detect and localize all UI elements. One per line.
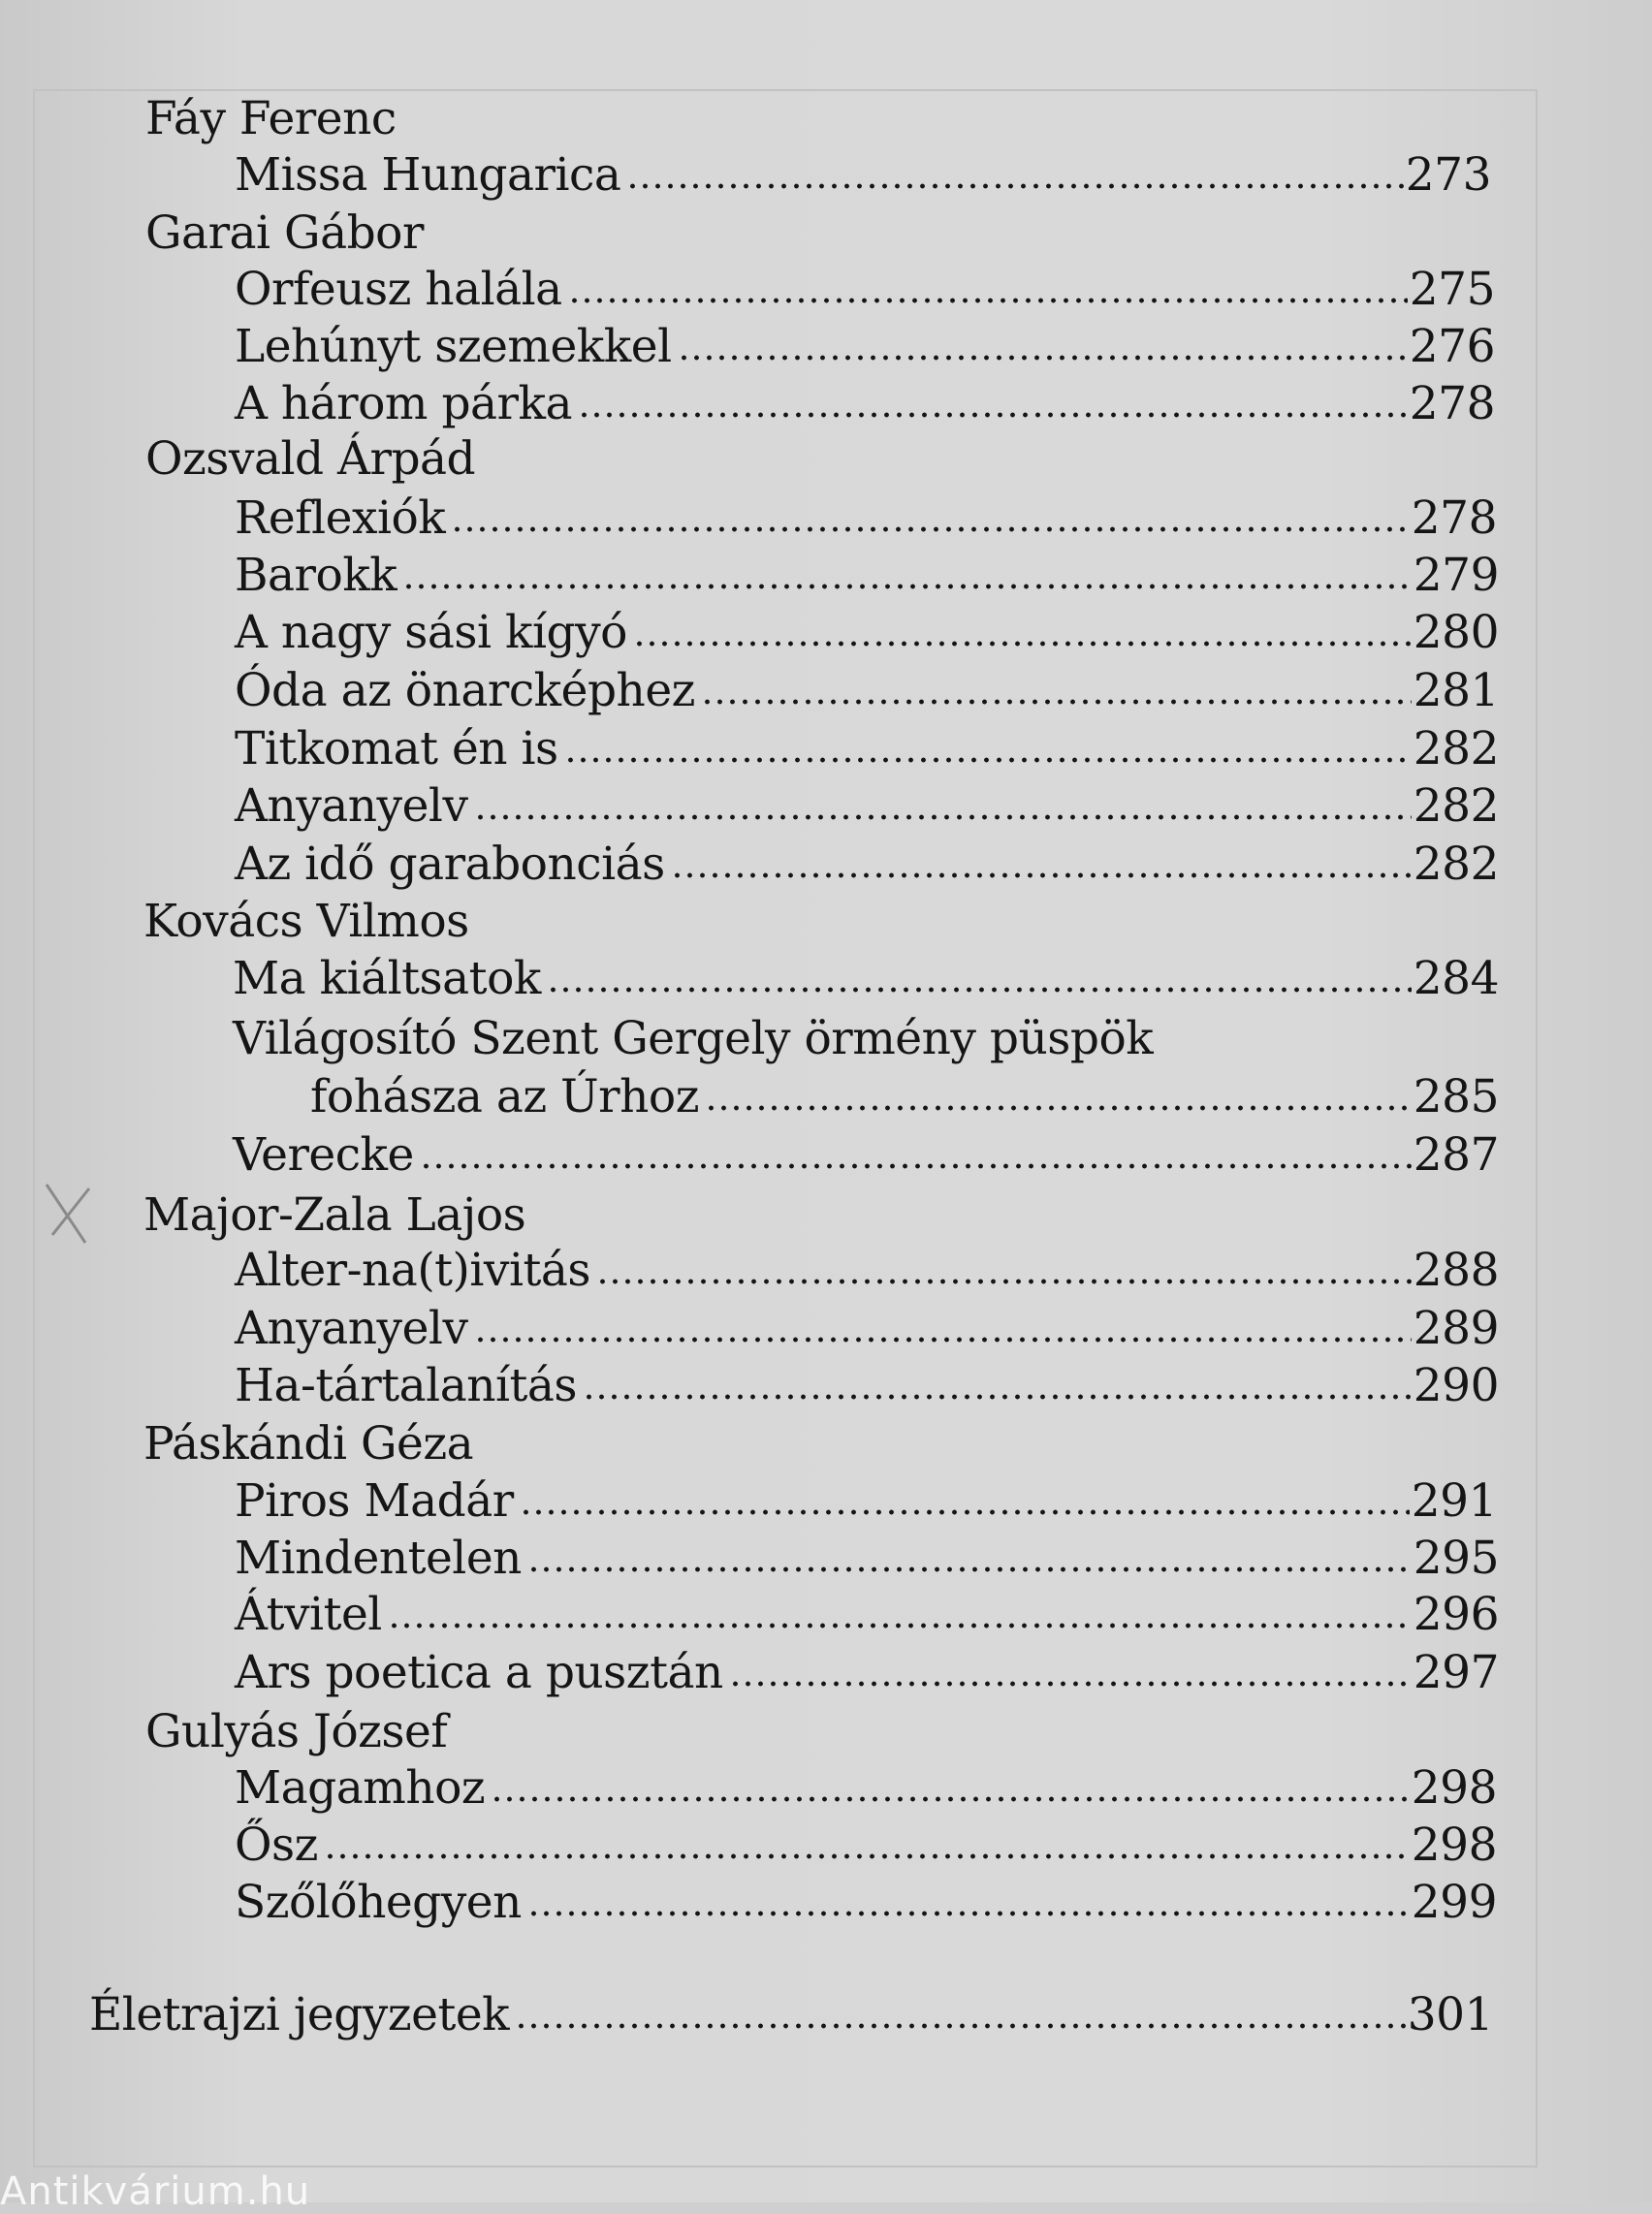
entry-page: 282 (1413, 779, 1499, 833)
entry-title: Ha-tártalanítás (235, 1359, 578, 1412)
dot-leader (701, 698, 1412, 706)
toc-entry (233, 1127, 1499, 1184)
toc-entry (235, 319, 1495, 375)
entry-title: Átvitel (235, 1588, 382, 1641)
toc-entry (235, 376, 1495, 432)
entry-title: Barokk (235, 549, 397, 602)
entry-title: Anyanyelv (235, 779, 468, 833)
entry-page: 289 (1413, 1302, 1499, 1355)
toc-entry (235, 1587, 1499, 1643)
toc-entry (235, 147, 1491, 204)
entry-title: A nagy sási kígyó (235, 606, 627, 659)
dot-leader (547, 986, 1412, 994)
entry-page: 299 (1411, 1876, 1497, 1929)
entry-title: A három párka (235, 377, 573, 430)
author-major-zala-lajos: Major-Zala Lajos (143, 1188, 526, 1242)
author-kovacs-vilmos: Kovács Vilmos (143, 895, 469, 948)
entry-title: Ars poetica a pusztán (235, 1646, 723, 1699)
appendix-page: 301 (1407, 1988, 1493, 2041)
entry-title: Magamhoz (235, 1761, 486, 1815)
entry-page: 295 (1413, 1532, 1499, 1585)
dot-leader (520, 1508, 1410, 1516)
toc-entry-appendix (89, 1987, 1493, 2043)
dot-leader (474, 813, 1412, 821)
author-paskandi-geza: Páskándi Géza (143, 1417, 474, 1471)
toc-entry (235, 1531, 1499, 1587)
entry-page: 282 (1413, 838, 1499, 891)
dot-leader (633, 640, 1412, 648)
entry-page: 287 (1413, 1128, 1499, 1182)
toc-entry (235, 1301, 1499, 1357)
toc-entry (235, 1645, 1499, 1701)
dot-leader (491, 1795, 1410, 1803)
entry-page: 281 (1413, 664, 1499, 717)
entry-title-line2: fohásza az Úrhoz (310, 1070, 699, 1123)
entry-title: Orfeusz halála (235, 263, 562, 316)
author-ozsvald-arpad: Ozsvald Árpád (145, 432, 476, 486)
toc-entry (235, 1243, 1499, 1299)
toc-entry (235, 490, 1497, 547)
toc-entry (235, 548, 1499, 604)
entry-page: 284 (1413, 952, 1499, 1005)
entry-title: Anyanyelv (235, 1302, 468, 1355)
dot-leader (705, 1104, 1412, 1112)
entry-page: 275 (1409, 263, 1495, 316)
entry-title: Ősz (235, 1819, 318, 1872)
toc-entry (235, 1818, 1497, 1874)
toc-entry (235, 1473, 1497, 1530)
entry-page: 276 (1409, 320, 1495, 373)
entry-title: Titkomat én is (235, 722, 558, 775)
entry-page: 278 (1409, 377, 1495, 430)
dot-leader (729, 1680, 1412, 1688)
dot-leader (578, 411, 1408, 419)
entry-title: Verecke (233, 1128, 414, 1182)
toc-entry (235, 262, 1495, 318)
toc-entry (310, 1069, 1499, 1125)
dot-leader (671, 871, 1412, 879)
dot-leader (451, 525, 1410, 533)
toc-entry (235, 721, 1499, 777)
entry-title: Szőlőhegyen (235, 1876, 522, 1929)
appendix-title: Életrajzi jegyzetek (89, 1988, 510, 2041)
entry-page: 279 (1413, 549, 1499, 602)
entry-title: Mindentelen (235, 1532, 522, 1585)
author-gulyas-jozsef: Gulyás József (145, 1705, 448, 1758)
toc-entry (235, 778, 1499, 835)
entry-title: Piros Madár (235, 1474, 514, 1528)
entry-title: Reflexiók (235, 491, 446, 545)
dot-leader (527, 1910, 1410, 1917)
toc-entry (235, 663, 1499, 719)
dot-leader (564, 756, 1412, 764)
dot-leader (474, 1336, 1412, 1344)
toc-entry (233, 951, 1499, 1007)
dot-leader (626, 182, 1403, 190)
dot-leader (324, 1852, 1410, 1860)
watermark: Antikvárium.hu (0, 2169, 311, 2214)
dot-leader (527, 1566, 1412, 1573)
entry-title: Óda az önarcképhez (235, 664, 695, 717)
dot-leader (388, 1622, 1412, 1629)
toc-entry (235, 1358, 1499, 1414)
dot-leader (678, 354, 1408, 362)
entry-title: Ma kiáltsatok (233, 952, 541, 1005)
toc-entry (235, 837, 1499, 893)
entry-page: 285 (1413, 1070, 1499, 1123)
entry-page: 273 (1405, 148, 1491, 202)
author-fay-ferenc: Fáy Ferenc (145, 92, 397, 145)
entry-page: 290 (1413, 1359, 1499, 1412)
toc-entry (235, 1875, 1497, 1931)
entry-page: 282 (1413, 722, 1499, 775)
dot-leader (420, 1162, 1412, 1170)
dot-leader (402, 583, 1411, 590)
toc-entry (235, 605, 1499, 661)
entry-title-line1: Világosító Szent Gergely örmény püspök (233, 1012, 1154, 1065)
entry-page: 298 (1411, 1761, 1497, 1815)
entry-title: Missa Hungarica (235, 148, 621, 202)
entry-page: 296 (1413, 1588, 1499, 1641)
entry-page: 297 (1413, 1646, 1499, 1699)
entry-page: 280 (1413, 606, 1499, 659)
entry-page: 291 (1411, 1474, 1497, 1528)
entry-page: 278 (1411, 491, 1497, 545)
dot-leader (515, 2022, 1406, 2030)
author-garai-gabor: Garai Gábor (145, 206, 424, 260)
dot-leader (568, 297, 1408, 304)
dot-leader (583, 1393, 1412, 1401)
entry-title: Lehúnyt szemekkel (235, 320, 672, 373)
entry-page: 288 (1413, 1244, 1499, 1297)
dot-leader (596, 1278, 1412, 1285)
entry-page: 298 (1411, 1819, 1497, 1872)
toc-entry (235, 1760, 1497, 1817)
entry-title: Az idő garabonciás (235, 838, 665, 891)
entry-title: Alter-na(t)ivitás (235, 1244, 591, 1297)
pencil-mark-icon (39, 1175, 97, 1252)
